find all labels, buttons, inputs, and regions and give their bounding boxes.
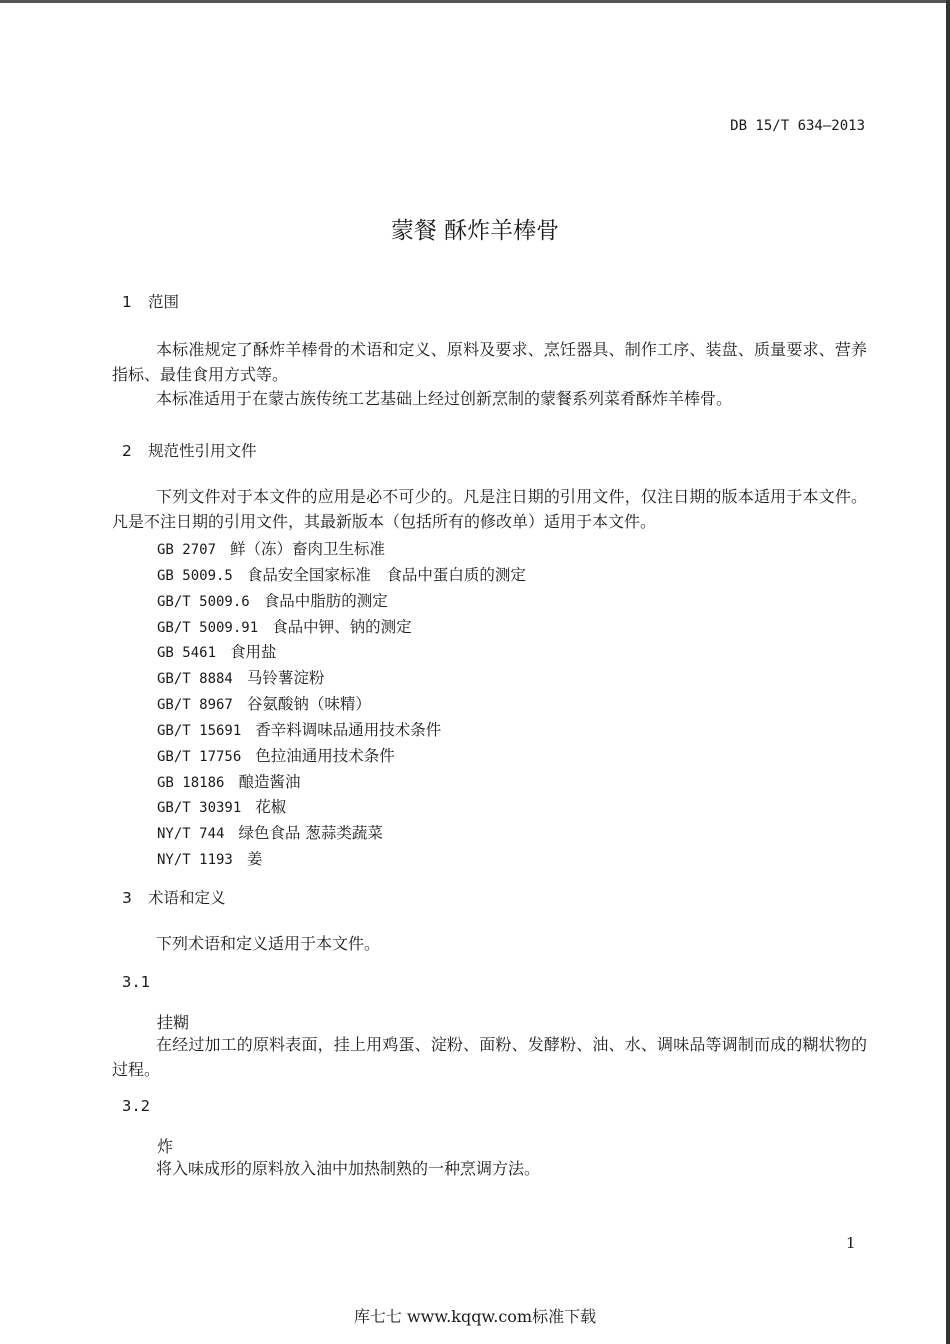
reference-list <box>157 537 526 873</box>
reference-code: GB/T 5009.91 <box>157 619 259 636</box>
term-3-2-name: 炸 <box>157 1137 174 1156</box>
reference-item <box>157 718 526 744</box>
section-title: 规范性引用文件 <box>148 442 257 460</box>
reference-code: GB/T 5009.6 <box>157 593 250 610</box>
reference-code: GB 5009.5 <box>157 567 233 584</box>
reference-code: GB/T 15691 <box>157 722 242 739</box>
standard-number: DB 15/T 634—2013 <box>730 118 865 134</box>
scan-right-edge <box>946 0 950 1344</box>
reference-code: GB 18186 <box>157 774 225 791</box>
reference-name: 花椒 <box>255 798 287 817</box>
reference-item <box>157 589 526 615</box>
reference-name: 食用盐 <box>230 643 277 662</box>
reference-code: GB 2707 <box>157 542 217 558</box>
reference-code: GB/T 8967 <box>157 697 233 714</box>
reference-item <box>157 744 526 770</box>
section-title: 术语和定义 <box>148 889 226 907</box>
reference-name: 鲜（冻）畜肉卫生标准 <box>230 540 386 558</box>
reference-item <box>157 615 526 641</box>
reference-code: GB/T 8884 <box>157 671 233 688</box>
reference-code: NY/T 744 <box>157 826 225 843</box>
reference-code: GB 5461 <box>157 645 217 662</box>
reference-name: 姜 <box>246 850 263 869</box>
term-3-2-definition: 将入味成形的原料放入油中加热制熟的一种烹调方法。 <box>156 1159 541 1178</box>
reference-item <box>157 666 526 692</box>
reference-item <box>157 821 526 847</box>
term-3-1-number: 3.1 <box>122 973 150 991</box>
scope-paragraph-1: 本标准规定了酥炸羊棒骨的术语和定义、原料及要求、烹饪器具、制作工序、装盘、质量要求、营养指标、最佳食用方式等。 <box>112 340 867 384</box>
reference-item <box>157 537 526 563</box>
reference-name: 食品中钾、钠的测定 <box>272 617 412 636</box>
references-intro: 下列文件对于本文件的应用是必不可少的。凡是注日期的引用文件，仅注日期的版本适用于本文件。凡是不注日期的引用文件，其最新版本（包括所有的修改单）适用于本文件。 <box>112 487 867 531</box>
reference-item <box>157 795 526 821</box>
section-number: 2 <box>122 442 132 460</box>
reference-name: 食品中脂肪的测定 <box>263 591 388 610</box>
reference-name: 食品安全国家标准 食品中蛋白质的测定 <box>246 565 526 584</box>
page-number: 1 <box>846 1234 856 1252</box>
section-1-heading <box>122 290 179 312</box>
term-3-1-name: 挂糊 <box>157 1013 190 1032</box>
document-title: 蒙餐 酥炸羊棒骨 <box>390 218 560 244</box>
reference-code: GB/T 30391 <box>157 800 242 817</box>
terms-intro: 下列术语和定义适用于本文件。 <box>156 934 381 953</box>
term-3-2-number: 3.2 <box>122 1097 150 1115</box>
reference-name: 酿造酱油 <box>238 772 301 791</box>
reference-code: NY/T 1193 <box>157 852 233 869</box>
reference-name: 香辛料调味品通用技术条件 <box>255 720 442 739</box>
section-title: 范围 <box>148 293 180 311</box>
reference-item <box>157 847 526 873</box>
reference-name: 色拉油通用技术条件 <box>255 746 395 765</box>
scan-top-edge <box>0 0 950 3</box>
reference-item <box>157 770 526 796</box>
reference-name: 绿色食品 葱蒜类蔬菜 <box>238 824 383 843</box>
section-2-heading <box>122 439 257 461</box>
reference-item <box>157 640 526 666</box>
footer-watermark: 库七七 www.kqqw.com标准下载 <box>353 1307 597 1326</box>
reference-item <box>157 692 526 718</box>
section-number: 1 <box>122 293 132 311</box>
term-3-1-definition: 在经过加工的原料表面，挂上用鸡蛋、淀粉、面粉、发酵粉、油、水、调味品等调制而成的糊状物的过程。 <box>112 1035 867 1079</box>
reference-name: 马铃薯淀粉 <box>246 669 325 688</box>
reference-code: GB/T 17756 <box>157 748 242 765</box>
section-3-heading <box>122 886 226 908</box>
scope-paragraph-2: 本标准适用于在蒙古族传统工艺基础上经过创新烹制的蒙餐系列菜肴酥炸羊棒骨。 <box>156 389 733 408</box>
reference-name: 谷氨酸钠（味精） <box>246 695 371 714</box>
reference-item <box>157 563 526 589</box>
section-number: 3 <box>122 889 132 907</box>
